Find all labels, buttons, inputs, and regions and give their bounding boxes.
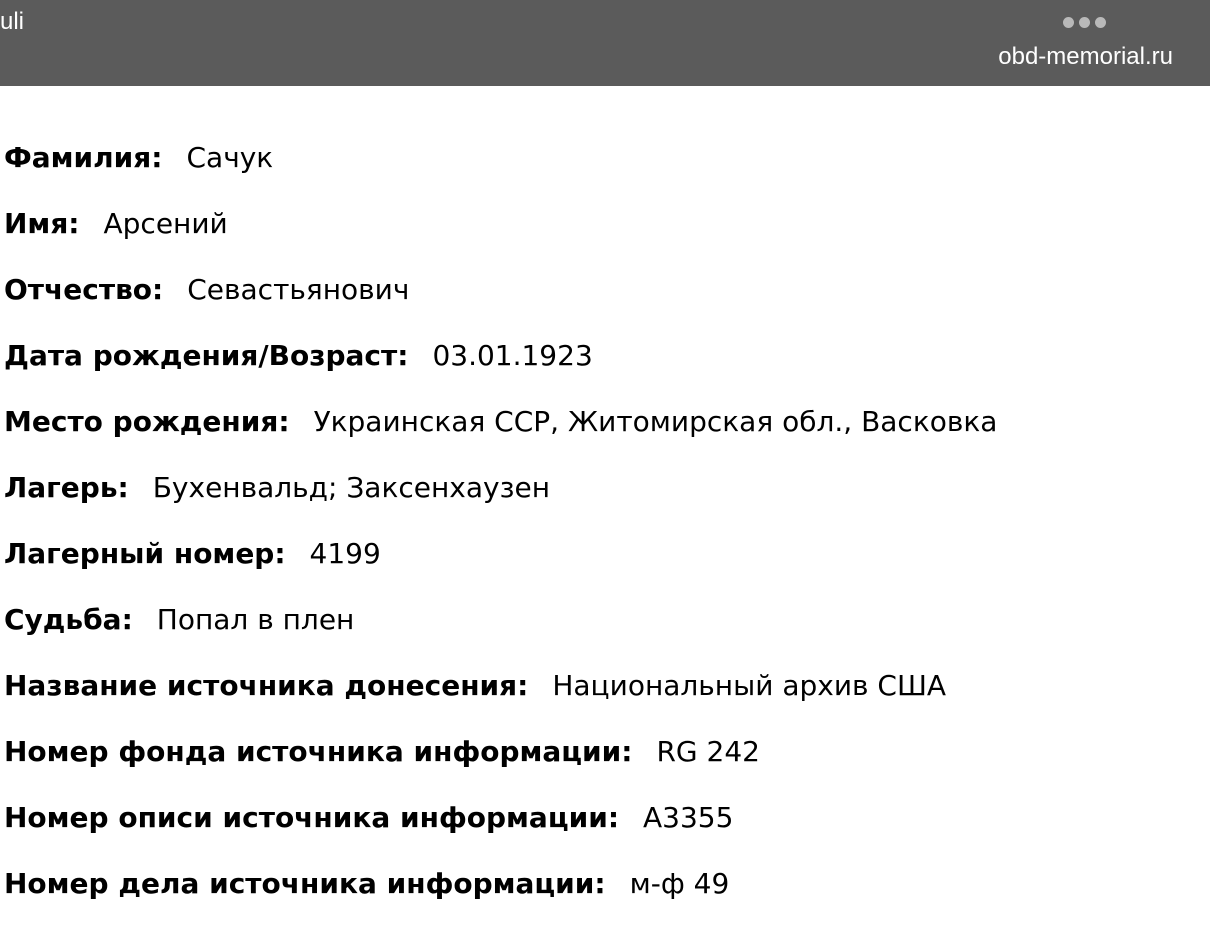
field-value: 4199 (309, 536, 381, 570)
field-label: Лагерный номер: (4, 536, 286, 570)
field-value: Севастьянович (187, 272, 410, 306)
field-label: Лагерь: (4, 470, 129, 504)
ellipsis-dot (1095, 17, 1106, 28)
field-row-surname (4, 124, 997, 190)
field-row-file-number (4, 850, 997, 916)
field-row-camp (4, 454, 997, 520)
field-value: Попал в плен (156, 602, 355, 636)
field-row-first-name (4, 190, 997, 256)
ellipsis-icon[interactable] (1063, 17, 1106, 28)
field-row-birth-date (4, 322, 997, 388)
field-value: Арсений (103, 206, 228, 240)
field-row-camp-number (4, 520, 997, 586)
field-value: м-ф 49 (629, 866, 730, 900)
field-value: Национальный архив США (552, 668, 947, 702)
site-domain[interactable]: obd-memorial.ru (998, 43, 1173, 70)
field-value: RG 242 (656, 734, 760, 768)
field-label: Судьба: (4, 602, 133, 636)
field-label: Отчество: (4, 272, 164, 306)
field-label: Номер описи источника информации: (4, 800, 620, 834)
field-row-birth-place (4, 388, 997, 454)
field-value: 03.01.1923 (432, 338, 593, 372)
record-details (4, 124, 997, 916)
field-row-patronymic (4, 256, 997, 322)
field-value: Бухенвальд; Заксенхаузен (152, 470, 551, 504)
field-value: Украинская ССР, Житомирская обл., Васковка (313, 404, 998, 438)
field-label: Номер фонда источника информации: (4, 734, 633, 768)
topbar-left-text: uli (0, 8, 25, 35)
field-value: A3355 (643, 800, 734, 834)
field-row-fate (4, 586, 997, 652)
field-label: Место рождения: (4, 404, 290, 438)
field-label: Название источника донесения: (4, 668, 529, 702)
field-label: Имя: (4, 206, 80, 240)
field-label: Дата рождения/Возраст: (4, 338, 409, 372)
ellipsis-dot (1079, 17, 1090, 28)
field-row-inventory-number (4, 784, 997, 850)
field-value: Сачук (186, 140, 274, 174)
field-row-source-name (4, 652, 997, 718)
field-label: Фамилия: (4, 140, 163, 174)
ellipsis-dot (1063, 17, 1074, 28)
browser-top-bar (0, 0, 1210, 86)
field-label: Номер дела источника информации: (4, 866, 606, 900)
field-row-fund-number (4, 718, 997, 784)
